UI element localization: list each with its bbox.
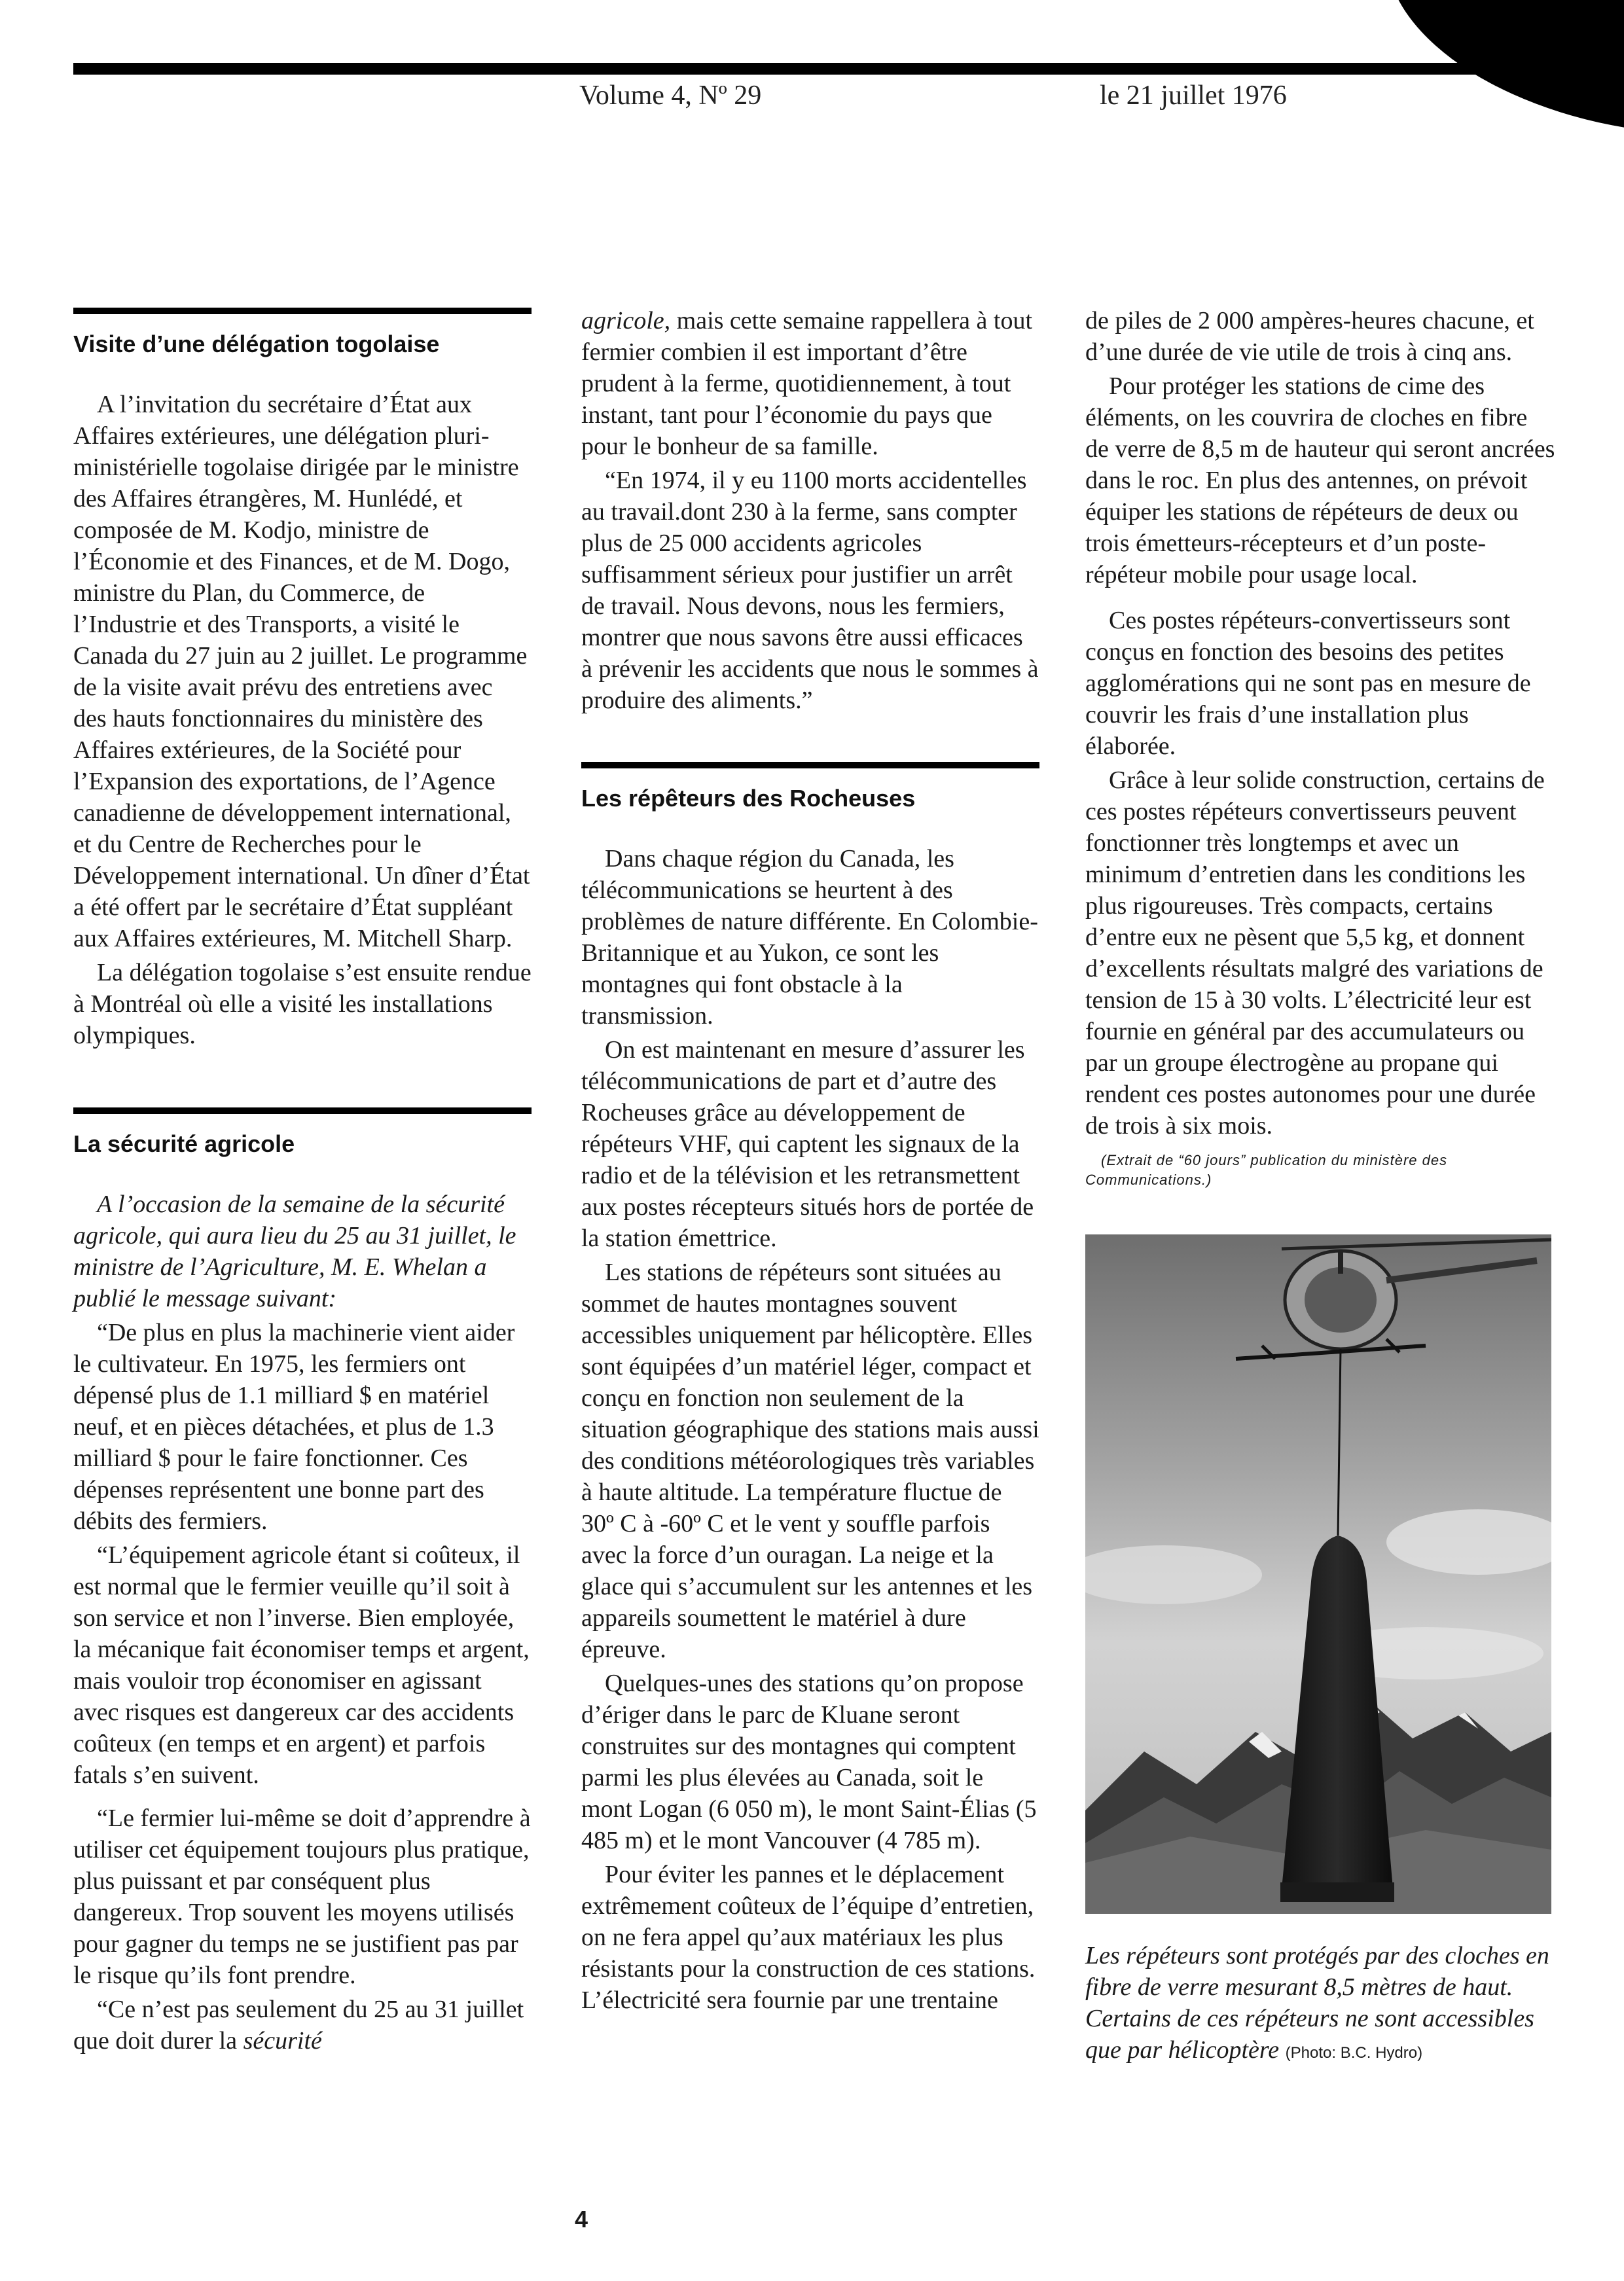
paragraph	[73, 1994, 532, 2056]
helicopter-photo-illustration	[1085, 1234, 1551, 1914]
extract-note: (Extrait de “60 jours” publication du ministère des Communications.)	[1085, 1152, 1448, 1188]
text-run-italic: sécurité	[243, 2027, 322, 2055]
header-rule	[73, 63, 1579, 75]
photo-credit: (Photo: B.C. Hydro)	[1285, 2044, 1423, 2062]
paragraph: “En 1974, il y eu 1100 morts accidentelles au travail.dont 230 à la ferme, sans compter plus de 25 000 accidents agricoles suffisamment sérieux pour justifier un arrêt de travail. Nous devons, nous les fermiers, montrer que nous savons être aussi efficaces à prévenir les accidents que nous le sommes à produire des aliments.”	[581, 467, 1039, 714]
text-run: mais cette semaine rappellera à tout fermier combien il est important d’être prudent à la ferme, quotidiennement, à tout instant, tant pour l’économie du pays que pour le bonheur de sa famille.	[581, 307, 1032, 460]
paragraph: On est maintenant en mesure d’assurer les télécommunications de part et d’autre des Rocheuses grâce au développement de répéteurs VHF, qui captent les signaux de la radio et de la télévision et les retransmettent aux postes récepteurs situés hors de portée de la station émettrice.	[581, 1036, 1034, 1252]
text-run: “Ce n’est pas seulement du 25 au 31 juillet que doit durer la	[73, 1996, 524, 2055]
paragraph: A l’invitation du secrétaire d’État aux Affaires extérieures, une délégation pluri-ministérielle togolaise dirigée par le ministre des Affaires étrangères, M. Hunlédé, et composée de M. Kodjo, ministre de l’Économie et des Finances, et de M. Dogo, ministre du Plan, du Commerce, de l’Industrie et des Transports, a visité le Canada du 27 juin au 2 juillet. Le programme de la visite avait prévu des entretiens avec des hauts fonctionnaires du ministère des Affaires extérieures, de la Société pour l’Expansion des exportations, de l’Agence canadienne de développement international, et du Centre de Recherches pour le Développement international. Un dîner d’État a été offert par le secrétaire d’État suppléant aux Affaires extérieures, M. Mitchell Sharp.	[73, 391, 530, 952]
paragraph: “L’équipement agricole étant si coûteux, il est normal que le fermier veuille qu’il soit à son service et non l’inverse. Bien employée, la mécanique fait économiser temps et argent, mais vouloir trop économiser en agissant avec risques est dangereux car des accidents coûteux (en temps et en argent) et parfois fatals s’en suivent.	[73, 1541, 530, 1789]
issue-volume: Volume 4, Nº 29	[579, 81, 762, 111]
page-number: 4	[575, 2206, 588, 2233]
paragraph: Pour protéger les stations de cime des éléments, on les couvrira de cloches en fibre de verre de 8,5 m de hauteur qui seront ancrées dans le roc. En plus des antennes, on prévoit équiper les stations de répéteurs de deux ou trois émetteurs-récepteurs et d’un poste-répéteur mobile pour usage local.	[1085, 372, 1555, 588]
section-rule	[581, 762, 1039, 768]
paragraph: “Le fermier lui-même se doit d’apprendre à utiliser cet équipement toujours plus pratique, plus puissant et par conséquent plus dangereux. Trop souvent les moyens utilisés pour gagner du temps ne se justifient pas par le risque qu’ils font prendre.	[73, 1805, 531, 1989]
text-run-italic: agricole,	[581, 307, 671, 334]
section-rule	[73, 308, 532, 314]
paragraph: Grâce à leur solide construction, certains de ces postes répéteurs convertisseurs peuvent fonctionner très longtemps et avec un minimum d’entretien dans les conditions les plus rigoureuses. Très compacts, certains d’entre eux ne pèsent que 5,5 kg, et donnent d’excellents résultats malgré des variations de tension de 15 à 30 volts. L’électricité leur est fournie en général par des accumulateurs ou par un groupe électrogène au propane qui rendent ces postes autonomes pour une durée de trois à six mois.	[1085, 766, 1545, 1140]
paragraph-continued	[581, 305, 1039, 462]
section-title-agriculture: La sécurité agricole	[73, 1130, 295, 1157]
paragraph: Les stations de répéteurs sont situées au sommet de hautes montagnes souvent accessibles uniquement par hélicoptère. Elles sont équipées d’un matériel léger, compact et conçu en fonction non seulement de la situation géographique des stations mais aussi des conditions météorologiques très variables à haute altitude. La température fluctue de 30º C à -60º C et le vent y souffle parfois avec la force d’un ouragan. La neige et la glace qui s’accumulent sur les antennes et les appareils soumettent le matériel à dure épreuve.	[581, 1259, 1039, 1663]
section-rule	[73, 1107, 532, 1114]
column-1	[73, 308, 532, 2056]
section-title-repeaters: Les répêteurs des Rocheuses	[581, 785, 916, 812]
column-2	[581, 305, 1039, 2016]
caption-text: Les répéteurs sont protégés par des cloches en fibre de verre mesurant 8,5 mètres de haut. Certains de ces répéteurs ne sont accessibles que par hélicoptère	[1085, 1942, 1549, 2064]
issue-date: le 21 juillet 1976	[1100, 81, 1287, 111]
paragraph: Dans chaque région du Canada, les télécommunications se heurtent à des problèmes de nature différente. En Colombie-Britannique et au Yukon, ce sont les montagnes qui font obstacle à la transmission.	[581, 845, 1038, 1030]
paragraph: La délégation togolaise s’est ensuite rendue à Montréal où elle a visité les installations olympiques.	[73, 959, 532, 1049]
paragraph-continued: de piles de 2 000 ampères-heures chacune, et d’une durée de vie utile de trois à cinq ans.	[1085, 307, 1534, 366]
paragraph: Pour éviter les pannes et le déplacement extrêmement coûteux de l’équipe d’entretien, on ne fera appel qu’aux matériaux les plus résistants pour la construction de ces stations. L’électricité sera fournie par une trentaine	[581, 1861, 1036, 2014]
section-title-togo: Visite d’une délégation togolaise	[73, 331, 440, 357]
helicopter-photo	[1085, 1234, 1551, 1914]
paragraph: Ces postes répéteurs-convertisseurs sont conçus en fonction des besoins des petites agglomérations qui ne sont pas en mesure de couvrir les frais d’une installation plus élaborée.	[1085, 607, 1531, 760]
paragraph: Quelques-unes des stations qu’on propose d’ériger dans le parc de Kluane seront construites sur des montagnes qui comptent parmi les plus élevées au Canada, soit le mont Logan (6 050 m), le mont Saint-Élias (5 485 m) et le mont Vancouver (4 785 m).	[581, 1670, 1037, 1854]
column-3	[1085, 305, 1557, 2069]
paragraph: “De plus en plus la machinerie vient aider le cultivateur. En 1975, les fermiers ont dépensé plus de 1.1 milliard $ en matériel neuf, et en pièces détachées, et plus de 1.3 milliard $ pour le faire fonctionner. Ces dépenses représentent une bonne part des débits des fermiers.	[73, 1319, 515, 1535]
photo-caption	[1085, 1940, 1557, 2069]
paragraph-intro: A l’occasion de la semaine de la sécurité agricole, qui aura lieu du 25 au 31 juillet, le ministre de l’Agriculture, M. E. Whelan a publié le message suivant:	[73, 1191, 516, 1312]
